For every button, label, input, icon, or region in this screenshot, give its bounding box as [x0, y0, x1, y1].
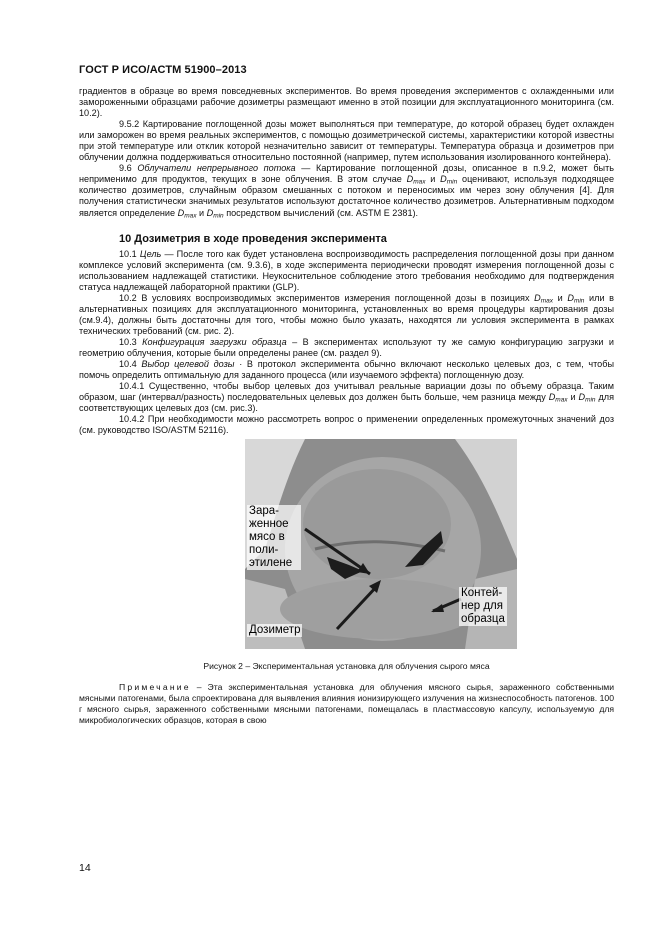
figure-photo — [245, 439, 517, 649]
paragraph-10-4-2: 10.4.2 При необходимости можно рассмотреть вопрос о применении определенных промежуточных значений доз (см. руководство ISO/ASTM 52116). — [79, 414, 614, 436]
figure-caption: Рисунок 2 – Экспериментальная установка для облучения сырого мяса — [203, 661, 490, 672]
paragraph-10-3: 10.3 Конфигурация загрузки образца – В экспериментах используют ту же самую конфигурацию загрузки и геометрию облучения, которые были определены ранее (см. раздел 9). — [79, 336, 615, 358]
section-title: 10 Дозиметрия в ходе проведения эксперимента — [119, 232, 387, 245]
clause-title: Облучатели непрерывного потока — [137, 163, 296, 174]
paragraph-10-2: 10.2 В условиях воспроизводимых экспериментов измерения поглощенной дозы в позициях $D_{max}$ и $D_{min}$ или в альтернативных позициях для эксплуатационного мониторинга, установленных во время процедуры картирования дозы (см.9.4), должны быть достаточны для того, чтобы можно было указать, находятся ли условия эксперимента в рамках технических требований (см. рис. 2). — [79, 292, 614, 336]
paragraph-continuation: градиентов в образце во время повседневных экспериментов. Во время проведения экспериментов с охлажденными или замороженными образцами рабочие дозиметры размещают именно в этой позиции для эксплуатационного мониторинга (см. 10.2). — [79, 86, 614, 119]
paragraph-9-5-2: 9.5.2 Картирование поглощенной дозы может выполняться при температуре, до которой образец будет охлажден или заморожен во время реальных экспериментов, с помощью дозиметрической системы, характеристики которой известны при этой температуре или отклик которой незначительно зависит от температуры. Температура образца и дозиметров при облучении должна поддерживаться относительно постоянной (например, путем использования изолированного контейнера). — [79, 119, 614, 163]
figure-label-dosimeter: Дозиметр — [249, 624, 301, 637]
figure-note: Примечание – Эта экспериментальная установка для облучения мясного сырья, зараженного собственными мясными патогенами, была спроектирована для выявления влияния ионизирующего излучения на жизнеспособность патогенов. 100 г мясного сырья, зараженного собственными мясными патогенами, помещалась в пластмассовую капсулу, используемую для микробиологических образцов, которая в свою — [79, 682, 614, 726]
paragraph-10-4: 10.4 Выбор целевой дозы · В протокол эксперимента обычно включают несколько целевых доз, с тем, чтобы помочь определить оптимальную для заданного процесса (или изучаемого эффекта) поглощенную дозу. — [79, 359, 614, 381]
document-body — [79, 86, 614, 726]
note-lead: Примечание — [119, 682, 191, 693]
symbol-dmax: $D_{max}$ — [177, 207, 197, 220]
symbol-dmax: $D_{max}$ — [406, 174, 426, 186]
paragraph-9-6: 9.6 Облучатели непрерывного потока — Картирование поглощенной дозы, описанное в п.9.2, может быть неприменимо для продуктов, текущих в зоне облучения. В этом случае $D_{max}$ и $D_{min}$ оценивают, используя подходящее количество дозиметров, случайным образом смешанных с потоком и переносимых им через зону облучения [4]. Для получения статистически значимых результатов используют достаточное количество дозиметров. Альтернативным подходом является определение $D_{max}$ и $D_{min}$ посредством вычислений (см. ASTM E 2381). — [79, 163, 615, 220]
page-number: 14 — [79, 862, 91, 874]
standard-header: ГОСТ Р ИСО/АСТМ 51900–2013 — [79, 64, 247, 76]
symbol-dmin: $D_{min}$ — [567, 292, 585, 305]
figure-label-container: Контей- нер для образца — [461, 587, 505, 626]
symbol-dmax: $D_{max}$ — [548, 392, 568, 404]
paragraph-10-1: 10.1 Цель — После того как будет установлена воспроизводимость распределения поглощенной дозы при данном комплексе условий эксперимента (см. 9.3.6), в ходе эксперимента периодически проводят измерения поглощенной дозы с использованием надлежащей статистики. Неукоснительное соблюдение этого требования необходимо для подтверждения статуса надлежащей лабораторной практики (GLP). — [79, 248, 614, 292]
symbol-dmax: $D_{max}$ — [534, 292, 553, 305]
clause-number: 9.6 — [119, 163, 132, 174]
paragraph-10-4-1: 10.4.1 Существенно, чтобы выбор целевых доз учитывал реальные вариации дозы по объему образца. Таким образом, шаг (интервал/разность) последовательных целевых доз должен быть больше, чем разница между $D_{max}$ и $D_{min}$ для соответствующих целевых доз (см. рис.3). — [79, 381, 614, 414]
symbol-dmin: $D_{min}$ — [206, 207, 224, 220]
figure-label-meat: Зара- женное мясо в поли- этилене — [247, 505, 301, 570]
clause-title: Конфигурация загрузки образца — [142, 336, 287, 347]
symbol-dmin: $D_{min}$ — [578, 392, 596, 404]
clause-title: Цель — [139, 248, 162, 259]
clause-title: Выбор целевой дозы — [141, 359, 235, 370]
symbol-dmin: $D_{min}$ — [440, 174, 458, 186]
